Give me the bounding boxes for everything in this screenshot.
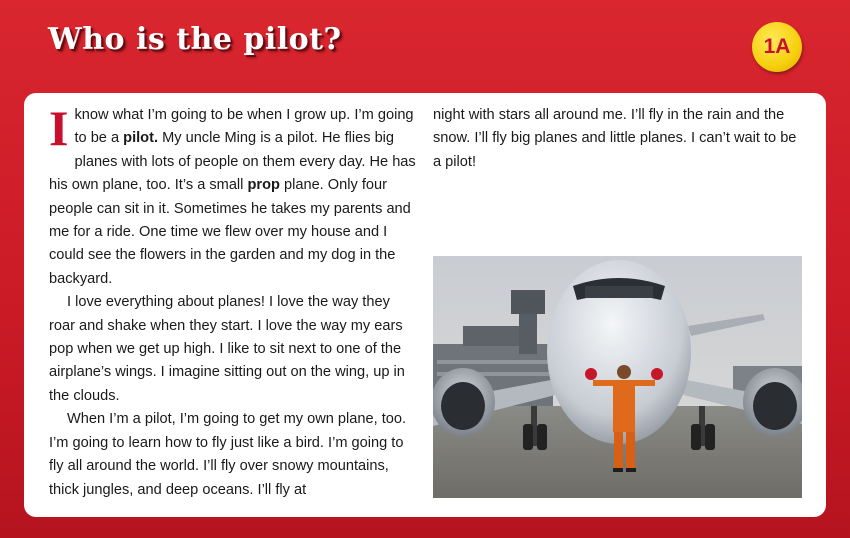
story-column-right xyxy=(433,104,803,174)
lesson-badge: 1A xyxy=(752,22,802,72)
page-title: Who is the pilot? xyxy=(48,22,342,57)
story-column-left xyxy=(49,100,419,502)
story-paragraph-3-continued: night with stars all around me. I’ll fly in the rain and the snow. I’ll fly big planes and little planes. I can’t wait to be a pilot! xyxy=(433,107,797,170)
p1-text-c: plane. Only four people can sit in it. Sometimes he takes my parents and me for a ride. One time we flew over my house and I could see the flowers in the garden and my dog in the backyard. xyxy=(49,177,411,287)
keyword-prop: prop xyxy=(247,177,280,194)
story-paragraph-3: When I’m a pilot, I’m going to get my own plane, too. I’m going to learn how to fly just like a bird. I’m going to fly all around the world. I’ll fly over snowy mountains, thick jungles, and deep oceans. I’ll fly at xyxy=(49,411,407,498)
p1-text-a: know what I’m going to be when I grow up. I’m going to be a xyxy=(74,107,414,147)
story-paragraph-1 xyxy=(49,100,419,291)
airplane-with-marshaller-photo xyxy=(433,256,802,498)
drop-cap: I xyxy=(49,100,69,156)
p1-text-b: My uncle Ming is a pilot. He flies big planes with lots of people on them every day. He has his own plane, too. It’s a small xyxy=(49,130,416,194)
story-paragraph-2: I love everything about planes! I love the way they roar and shake when they start. I love the way my ears pop when we get up high. I like to sit next to one of the airplane’s wings. I imagine sitting out on the wing, up in the clouds. xyxy=(49,294,405,404)
keyword-pilot: pilot. xyxy=(123,130,159,147)
